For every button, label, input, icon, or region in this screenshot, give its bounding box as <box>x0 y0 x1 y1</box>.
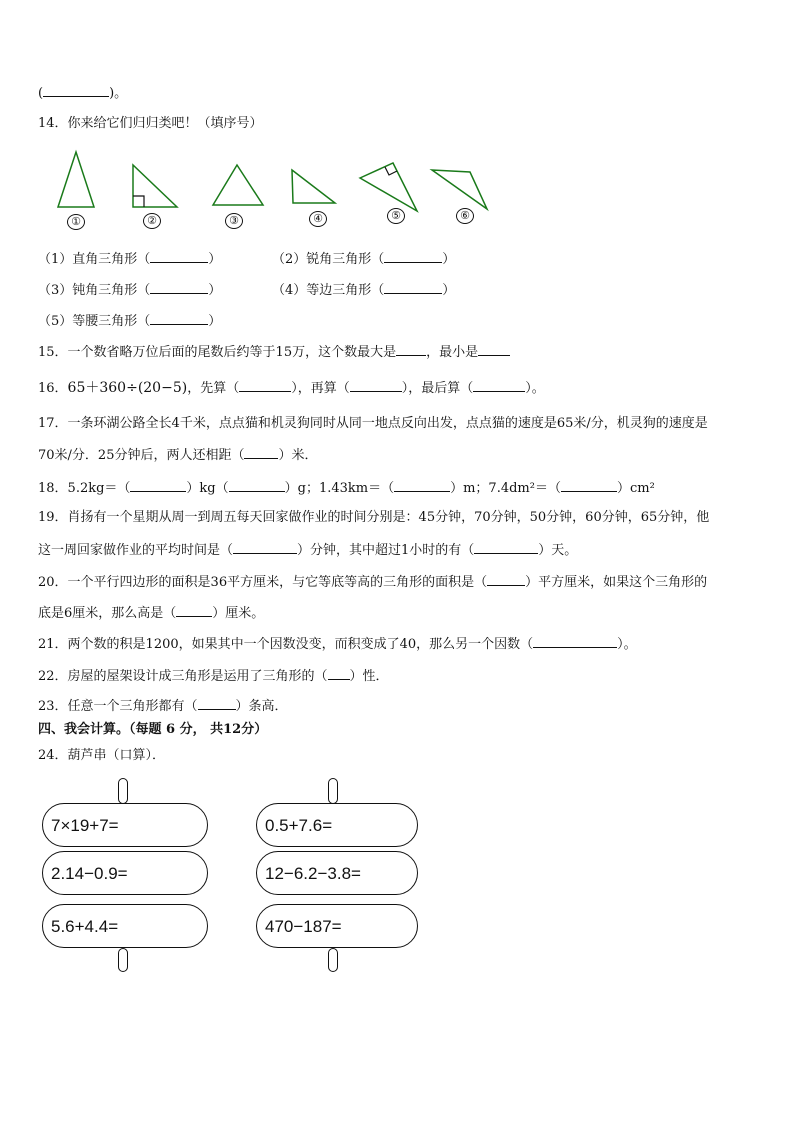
gourd-item: 12−6.2−3.8= <box>256 851 418 895</box>
triangle-6 <box>432 170 487 209</box>
gourd-stick-top-right <box>328 778 338 804</box>
answer-blank[interactable] <box>473 379 525 392</box>
q17-line2: 70米/分．25分钟后，两人还相距（ ）米． <box>38 448 318 463</box>
gourd-stick-bottom-right <box>328 948 338 972</box>
answer-blank[interactable] <box>130 479 186 492</box>
answer-blank[interactable] <box>396 343 426 356</box>
answer-blank[interactable] <box>150 312 208 325</box>
right-angle-mark-2 <box>133 196 144 207</box>
q14-item-5: （5）等腰三角形（ ） <box>38 314 222 329</box>
answer-blank[interactable] <box>328 667 350 680</box>
q20-line2: 底是6厘米，那么高是（ ）厘米。 <box>38 606 265 621</box>
gourd-stick-top-left <box>118 778 128 804</box>
answer-blank[interactable] <box>233 541 297 554</box>
answer-blank[interactable] <box>150 281 208 294</box>
gourd-item: 470−187= <box>256 904 418 948</box>
q21: 21．两个数的积是1200，如果其中一个因数没变，而积变成了40，那么另一个因数（ ）。 <box>38 637 637 652</box>
section-heading: 四、我会计算。（每题 6 分， 共12分） <box>38 722 268 737</box>
top-line: ( )。 <box>38 86 128 101</box>
gourd-item: 7×19+7= <box>42 803 208 847</box>
q16: 16．65＋360÷(20−5)，先算（ ），再算（ ），最后算（ ）。 <box>38 380 545 396</box>
answer-blank[interactable] <box>150 250 208 263</box>
q18: 18．5.2kg＝（ ）kg（ ）g；1.43km＝（ ）m；7.4dm²＝（ ）cm² <box>38 481 655 496</box>
q14-item-4: （4）等边三角形（ ） <box>272 283 456 298</box>
answer-blank[interactable] <box>533 635 617 648</box>
answer-blank[interactable] <box>198 697 236 710</box>
q14-item-3: （3）钝角三角形（ ） <box>38 283 222 298</box>
shape-label-6: ⑥ <box>456 208 474 224</box>
triangle-4 <box>292 170 335 203</box>
q19-line1: 19．肖扬有一个星期从周一到周五每天回家做作业的时间分别是：45分钟，70分钟，50分钟，60分钟，65分钟，他 <box>38 510 710 525</box>
answer-blank[interactable] <box>229 479 285 492</box>
q15: 15．一个数省略万位后面的尾数后约等于15万，这个数最大是 ，最小是 <box>38 343 510 361</box>
answer-blank[interactable] <box>474 541 538 554</box>
answer-blank[interactable] <box>43 84 109 97</box>
answer-blank[interactable] <box>478 343 510 356</box>
shape-label-3: ③ <box>225 213 243 229</box>
gourd-item: 2.14−0.9= <box>42 851 208 895</box>
gourd-item: 0.5+7.6= <box>256 803 418 847</box>
triangle-3 <box>213 165 263 205</box>
q14-item-2: （2）锐角三角形（ ） <box>272 252 456 267</box>
answer-blank[interactable] <box>384 250 442 263</box>
gourd-item: 5.6+4.4= <box>42 904 208 948</box>
answer-blank[interactable] <box>561 479 617 492</box>
q19-line2: 这一周回家做作业的平均时间是（ ）分钟，其中超过1小时的有（ ）天。 <box>38 543 578 558</box>
q22: 22．房屋的屋架设计成三角形是运用了三角形的（ ）性． <box>38 669 389 684</box>
shape-label-4: ④ <box>309 211 327 227</box>
shape-label-2: ② <box>143 213 161 229</box>
q17-line1: 17．一条环湖公路全长4千米，点点猫和机灵狗同时从同一地点反向出发，点点猫的速度是65米/分，机灵狗的速度是 <box>38 416 708 431</box>
triangle-5 <box>360 163 417 211</box>
shape-label-5: ⑤ <box>387 208 405 224</box>
triangle-2 <box>133 165 177 207</box>
answer-blank[interactable] <box>350 379 402 392</box>
q23: 23．任意一个三角形都有（ ）条高． <box>38 699 288 714</box>
triangle-shapes <box>0 145 794 245</box>
q24-title: 24．葫芦串（口算）． <box>38 748 166 763</box>
answer-blank[interactable] <box>384 281 442 294</box>
answer-blank[interactable] <box>394 479 450 492</box>
q20-line1: 20．一个平行四边形的面积是36平方厘米，与它等底等高的三角形的面积是（ ）平方厘米，如果这个三角形的 <box>38 575 708 590</box>
answer-blank[interactable] <box>244 446 278 459</box>
triangle-1 <box>58 152 94 207</box>
q16-expression: 65＋360÷(20−5) <box>67 380 188 396</box>
answer-blank[interactable] <box>176 604 212 617</box>
shape-label-1: ① <box>67 214 85 230</box>
q14-item-1: （1）直角三角形（ ） <box>38 252 222 267</box>
gourd-stick-bottom-left <box>118 948 128 972</box>
q14-title: 14．你来给它们归归类吧！（填序号） <box>38 116 263 131</box>
answer-blank[interactable] <box>239 379 291 392</box>
answer-blank[interactable] <box>487 573 525 586</box>
